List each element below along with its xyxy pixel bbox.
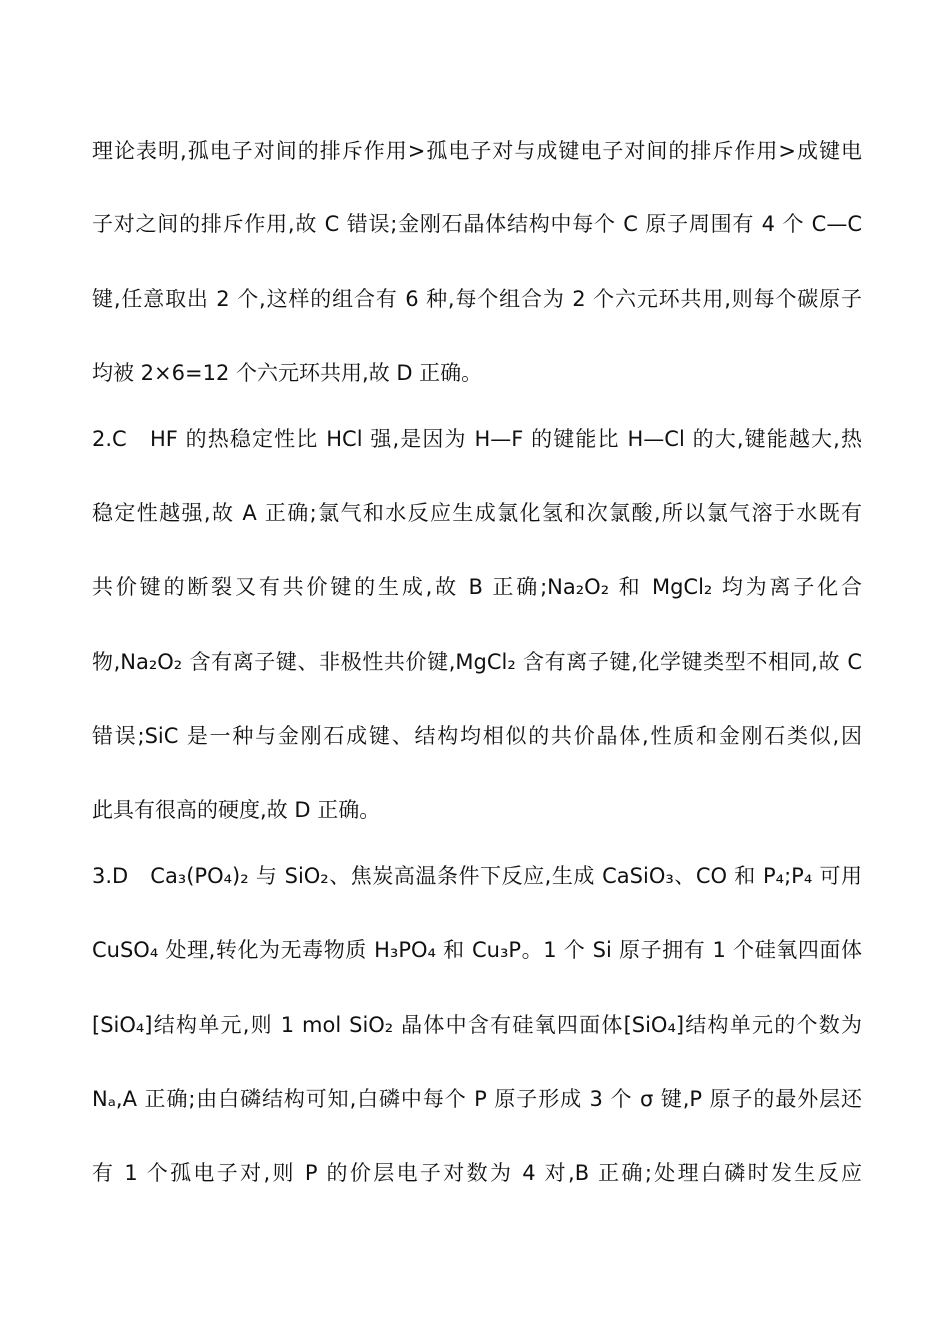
text-line: 稳定性越强,故 A 正确;氯气和水反应生成氯化氢和次氯酸,所以氯气溶于水既有 bbox=[92, 501, 862, 525]
text-line: 理论表明,孤电子对间的排斥作用>孤电子对与成键电子对间的排斥作用>成键电 bbox=[92, 139, 862, 163]
text-line: Nₐ,A 正确;由白磷结构可知,白磷中每个 P 原子形成 3 个 σ 键,P 原子的最外层还 bbox=[92, 1087, 862, 1111]
text-line: 此具有很高的硬度,故 D 正确。 bbox=[92, 798, 381, 822]
text-line: 3.D Ca₃(PO₄)₂ 与 SiO₂、焦炭高温条件下反应,生成 CaSiO₃、CO 和 P₄;P₄ 可用 bbox=[92, 864, 862, 888]
text-line: 子对之间的排斥作用,故 C 错误;金刚石晶体结构中每个 C 原子周围有 4 个 C—C bbox=[92, 212, 862, 236]
text-line: [SiO₄]结构单元,则 1 mol SiO₂ 晶体中含有硅氧四面体[SiO₄]结构单元的个数为 bbox=[92, 1013, 862, 1037]
text-line: 错误;SiC 是一种与金刚石成键、结构均相似的共价晶体,性质和金刚石类似,因 bbox=[92, 724, 862, 748]
text-line: CuSO₄ 处理,转化为无毒物质 H₃PO₄ 和 Cu₃P。1 个 Si 原子拥有 1 个硅氧四面体 bbox=[92, 938, 862, 962]
text-line: 2.C HF 的热稳定性比 HCl 强,是因为 H—F 的键能比 H—Cl 的大,键能越大,热 bbox=[92, 427, 862, 451]
text-line: 均被 2×6=12 个六元环共用,故 D 正确。 bbox=[92, 361, 483, 385]
text-line: 共价键的断裂又有共价键的生成,故 B 正确;Na₂O₂ 和 MgCl₂ 均为离子化合 bbox=[92, 575, 862, 599]
text-line: 键,任意取出 2 个,这样的组合有 6 种,每个组合为 2 个六元环共用,则每个碳原子 bbox=[92, 287, 862, 311]
text-line: 物,Na₂O₂ 含有离子键、非极性共价键,MgCl₂ 含有离子键,化学键类型不相同,故 C bbox=[92, 650, 862, 674]
text-line: 有 1 个孤电子对,则 P 的价层电子对数为 4 对,B 正确;处理白磷时发生反应 bbox=[92, 1161, 862, 1185]
